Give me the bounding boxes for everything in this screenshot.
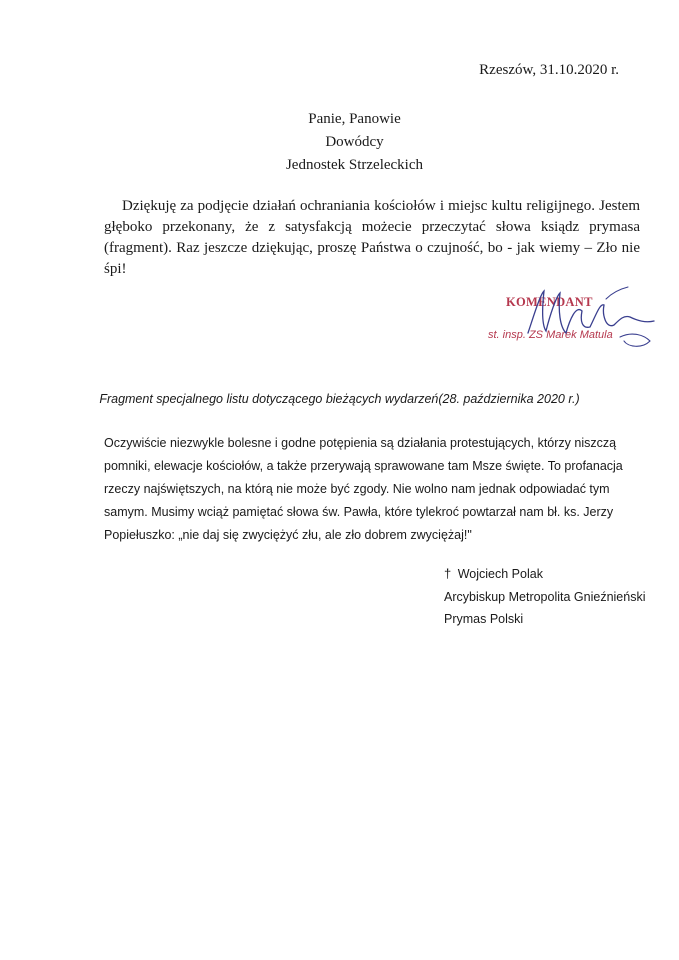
handwritten-signature-icon bbox=[520, 285, 660, 355]
salutation bbox=[0, 108, 679, 177]
fragment-title: Fragment specjalnego listu dotyczącego bieżących wydarzeń(28. października 2020 r.) bbox=[99, 392, 580, 406]
salutation-line-2: Dowódcy bbox=[325, 134, 384, 150]
salutation-line-3: Jednostek Strzeleckich bbox=[285, 157, 424, 173]
stamp-title: KOMENDANT bbox=[506, 295, 593, 309]
signature-stamp bbox=[480, 285, 660, 355]
closing-signature bbox=[444, 563, 645, 631]
stamp-signer: st. insp. ZS Marek Matula bbox=[488, 329, 613, 341]
place-date: Rzeszów, 31.10.2020 r. bbox=[479, 62, 619, 78]
closing-name: Wojciech Polak bbox=[457, 567, 543, 581]
salutation-line-1: Panie, Panowie bbox=[308, 111, 401, 127]
closing-title: Arcybiskup Metropolita Gnieźnieński bbox=[444, 589, 646, 604]
cross-icon: † bbox=[444, 566, 452, 581]
closing-name-line bbox=[444, 563, 645, 586]
letter-paragraph: Dziękuję za podjęcie działań ochraniania kościołów i miejsc kultu religijnego. Jestem głęboko przekonany, że z satysfakcją możecie przeczytać słowa ksiądz prymasa (fragment). Raz jeszcze dziękując, proszę Państwa o czujność, bo - jak wiemy – Zło nie śpi! bbox=[104, 198, 640, 277]
closing-role: Prymas Polski bbox=[444, 612, 524, 626]
fragment-text: Oczywiście niezwykle bolesne i godne potępienia są działania protestujących, którzy niszczą pomniki, elewacje kościołów, a także przerywają sprawowane tam Msze święte. To profanacja rzeczy najświętszych, na którą nie może być zgody. Nie wolno nam jednak odpowiadać tym samym. Musimy wciąż pamiętać słowa św. Pawła, które tylekroć powtarzał nam bł. ks. Jerzy Popiełuszko: „nie daj się zwyciężyć złu, ale zło dobrem zwyciężaj!" bbox=[104, 436, 623, 542]
